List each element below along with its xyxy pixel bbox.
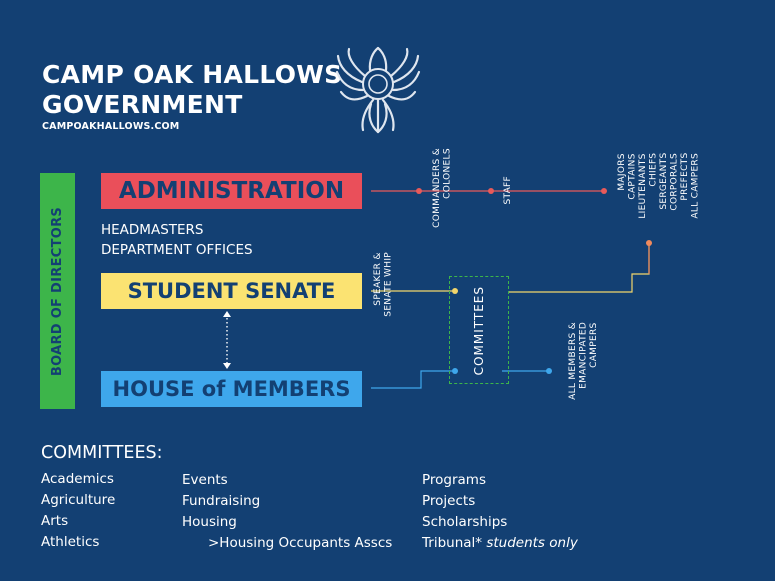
committees-column-1 [41, 469, 115, 553]
ranks-node [601, 188, 607, 194]
members-line-2: EMANCIPATED [578, 322, 589, 390]
commanders-label [432, 148, 453, 228]
rank-lieutenants: LIEUTENANTS [638, 153, 648, 219]
members-line-3: CAMPERS [589, 322, 599, 368]
speaker-line-1: SPEAKER & [373, 252, 383, 306]
committees-column-3 [422, 470, 578, 554]
rank-all-campers: ALL CAMPERS [690, 153, 701, 219]
student-senate-box: STUDENT SENATE [101, 273, 362, 309]
committee-housing: Housing [182, 514, 237, 530]
tribunal-label: Tribunal* [422, 535, 483, 551]
committees-to-campers-line [509, 245, 649, 292]
commanders-line-1: COMMANDERS & [432, 148, 442, 228]
speaker-line-2: SENATE WHIP [383, 252, 394, 317]
all-members-label [568, 322, 600, 400]
all-campers-node [646, 240, 652, 246]
rank-captains: CAPTAINS [627, 153, 638, 200]
website-url: CAMPOAKHALLOWS.COM [42, 121, 180, 132]
committee-projects: Projects [422, 493, 476, 509]
committees-label: COMMITTEES [472, 286, 486, 376]
speaker-label [373, 252, 394, 317]
rank-corporals: CORPORALS [669, 153, 680, 211]
committees-heading: COMMITTEES: [41, 443, 163, 463]
rank-sergeants: SERGEANTS [659, 153, 669, 211]
commanders-node [416, 188, 422, 194]
staff-label: STAFF [503, 176, 513, 205]
title-line-2: GOVERNMENT [42, 90, 243, 119]
house-line [371, 371, 455, 388]
committee-events: Events [182, 472, 228, 488]
rank-majors: MAJORS [617, 153, 627, 191]
members-line-1: ALL MEMBERS & [568, 322, 578, 400]
house-label-end: MEMBERS [225, 377, 351, 401]
title-line-1: CAMP OAK HALLOWS [42, 60, 343, 89]
administration-box: ADMINISTRATION [101, 173, 362, 209]
staff-node [488, 188, 494, 194]
arrow-down-icon [223, 363, 231, 369]
committee-athletics: Athletics [41, 534, 100, 550]
tribunal-note: students only [486, 535, 578, 551]
committee-arts: Arts [41, 513, 69, 529]
house-label-of: of [201, 377, 226, 401]
committee-academics: Academics [41, 471, 114, 487]
house-label-main: HOUSE [112, 377, 202, 401]
ranks-label [617, 153, 701, 219]
arrow-up-icon [223, 311, 231, 317]
department-offices-label: DEPARTMENT OFFICES [101, 242, 253, 258]
commanders-line-2: COLONELS [442, 148, 453, 199]
committees-column-2 [182, 470, 392, 554]
committee-agriculture: Agriculture [41, 492, 116, 508]
board-label: BOARD OF DIRECTORS [50, 206, 65, 376]
committee-fundraising: Fundraising [182, 493, 261, 509]
committee-tribunal [422, 533, 578, 554]
members-node [546, 368, 552, 374]
committee-housing-occupants: >Housing Occupants Asscs [208, 535, 393, 551]
committee-programs: Programs [422, 472, 486, 488]
rank-chiefs: CHIEFS [648, 153, 659, 187]
committee-scholarships: Scholarships [422, 514, 508, 530]
rank-prefects: PREFECTS [680, 153, 690, 202]
headmasters-label: HEADMASTERS [101, 222, 204, 238]
